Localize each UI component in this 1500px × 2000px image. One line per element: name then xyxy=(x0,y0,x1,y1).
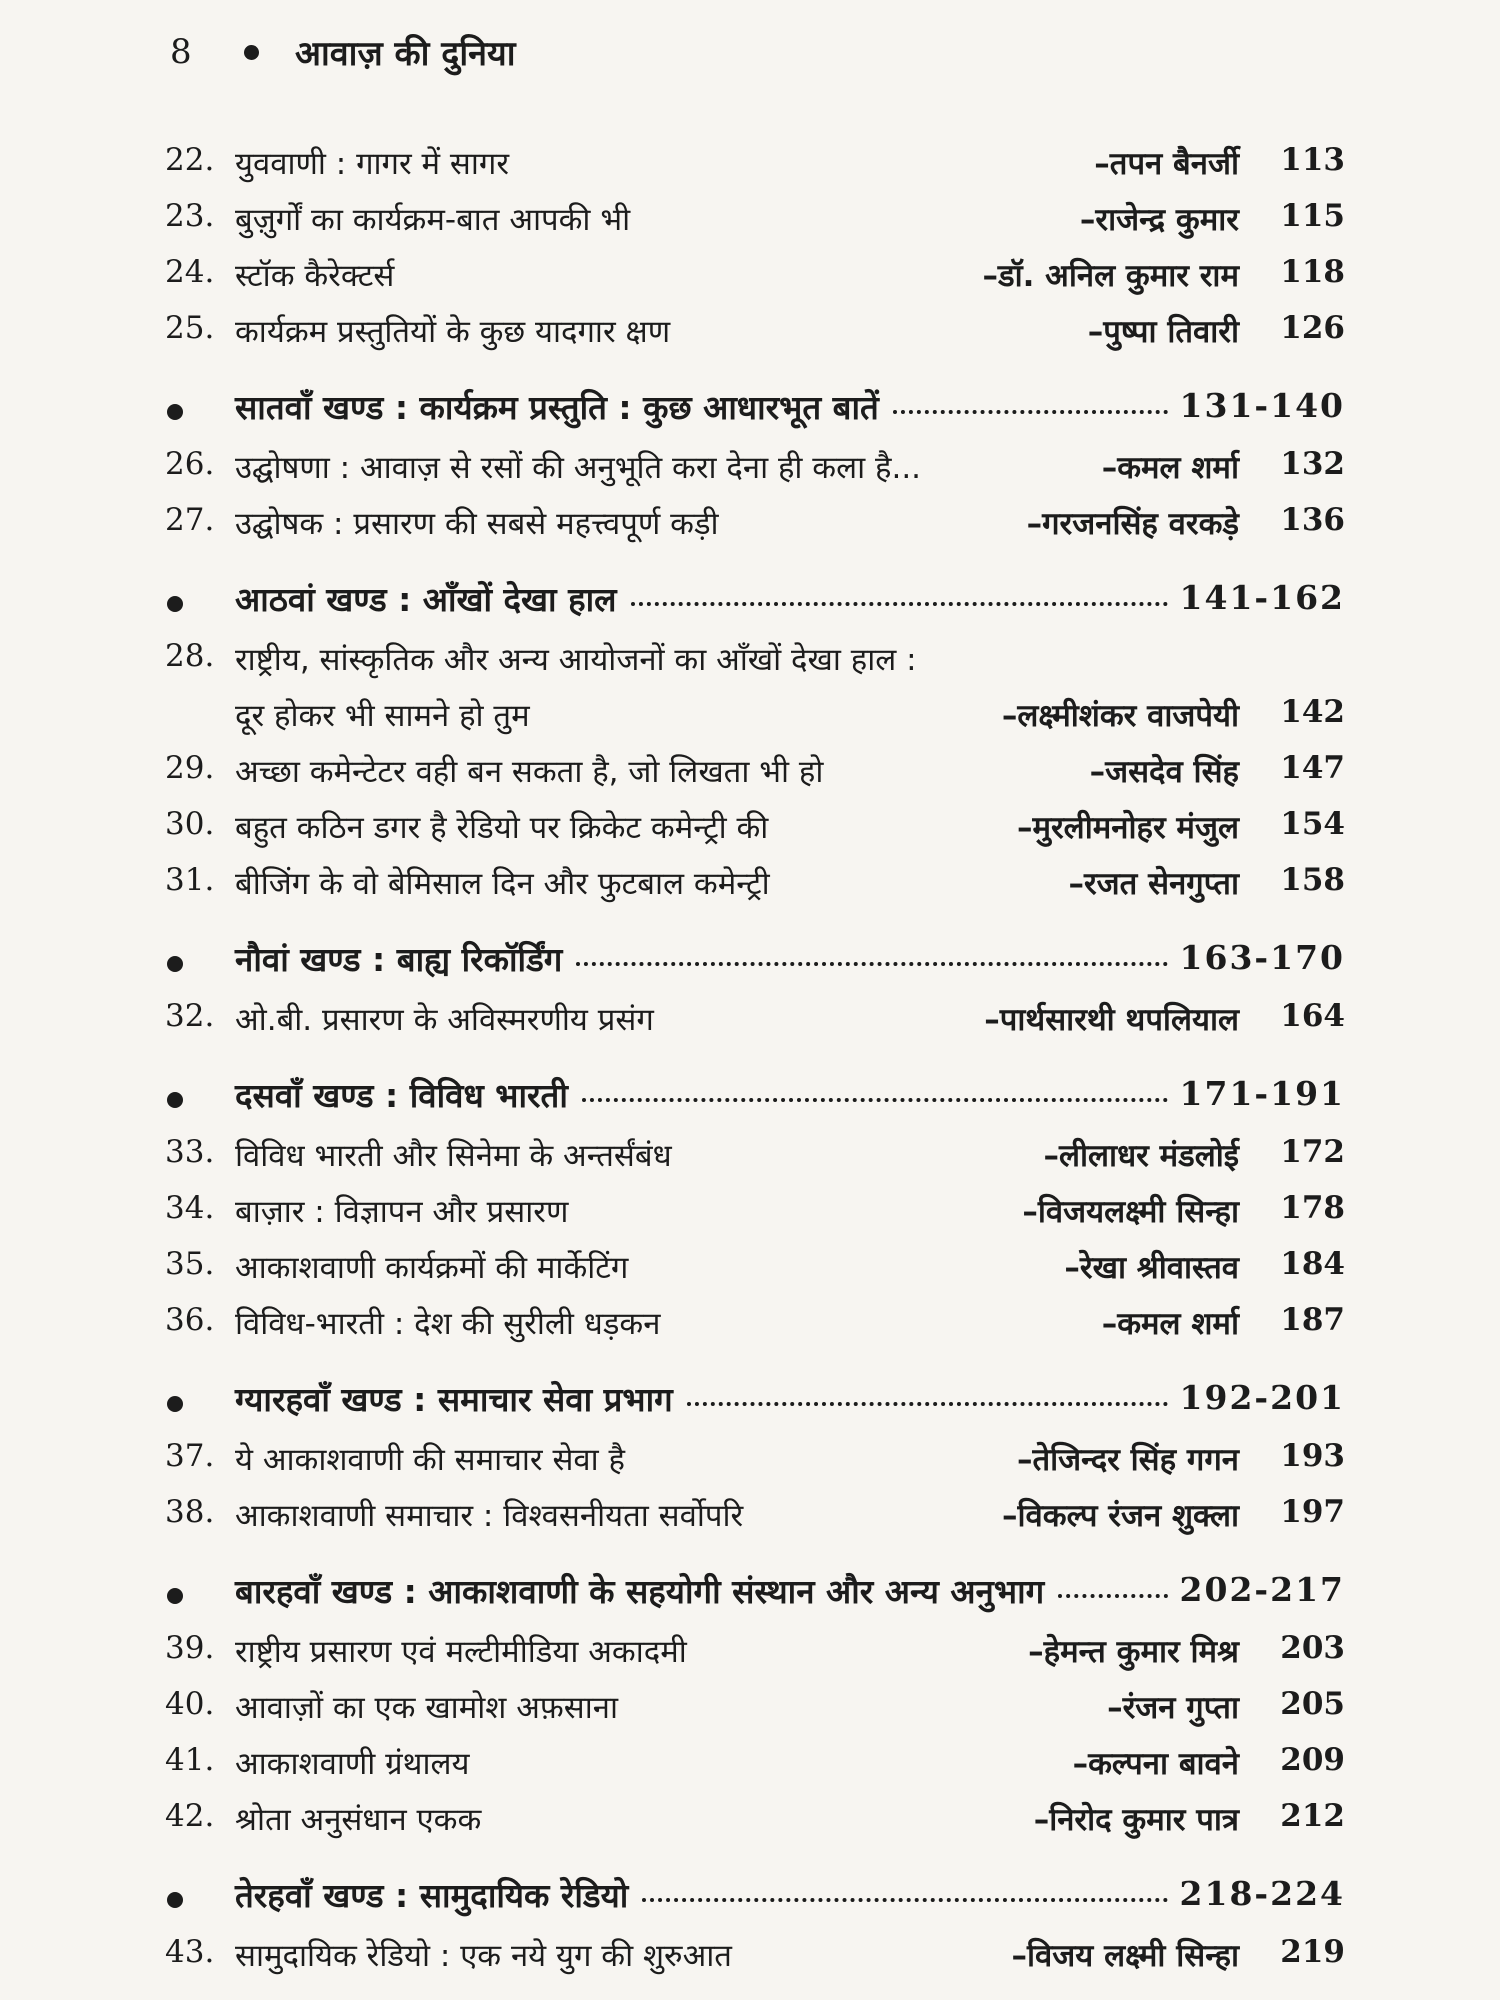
entry-page: 212 xyxy=(1280,1798,1345,1834)
entry-number: 43. xyxy=(165,1934,215,1970)
section-title: ग्यारहवाँ खण्ड : समाचार सेवा प्रभाग xyxy=(235,1380,673,1419)
entry-title: स्टॉक कैरेक्टर्स xyxy=(235,258,395,294)
entry-title: विविध भारती और सिनेमा के अन्तर्संबंध xyxy=(235,1138,672,1174)
toc-entry xyxy=(165,684,1345,740)
section-page-range: 218-224 xyxy=(1179,1874,1345,1913)
entry-number: 40. xyxy=(165,1686,215,1722)
entry-page: 197 xyxy=(1280,1494,1345,1530)
entry-group xyxy=(165,436,1345,548)
entry-page: 219 xyxy=(1280,1934,1345,1970)
toc-entry xyxy=(165,300,1345,356)
entry-number: 29. xyxy=(165,750,215,786)
toc-entry xyxy=(165,244,1345,300)
entry-group xyxy=(165,132,1345,356)
entry-number: 24. xyxy=(165,254,215,290)
section-heading xyxy=(165,928,1345,988)
entry-number: 25. xyxy=(165,310,215,346)
entry-page: 203 xyxy=(1280,1630,1345,1666)
toc-entry xyxy=(165,188,1345,244)
bullet-icon xyxy=(167,956,183,972)
entry-title: बहुत कठिन डगर है रेडियो पर क्रिकेट कमेन्ट्री की xyxy=(235,810,769,846)
section-heading xyxy=(165,1560,1345,1620)
entry-page: 132 xyxy=(1280,446,1345,482)
entry-page: 209 xyxy=(1280,1742,1345,1778)
entry-number: 42. xyxy=(165,1798,215,1834)
entry-number: 30. xyxy=(165,806,215,842)
entry-title: आकाशवाणी कार्यक्रमों की मार्केटिंग xyxy=(235,1250,629,1286)
entry-title: अच्छा कमेन्टेटर वही बन सकता है, जो लिखता भी हो xyxy=(235,754,824,790)
entry-title: श्रोता अनुसंधान एकक xyxy=(235,1802,482,1838)
entry-page: 172 xyxy=(1280,1134,1345,1170)
section-title: बारहवाँ खण्ड : आकाशवाणी के सहयोगी संस्थान और अन्य अनुभाग xyxy=(235,1572,1045,1611)
entry-author: –कमल शर्मा xyxy=(1101,450,1239,486)
entry-title: विविध-भारती : देश की सुरीली धड़कन xyxy=(235,1306,661,1342)
dot-leader xyxy=(893,410,1168,414)
dot-leader xyxy=(631,602,1168,606)
bullet-icon xyxy=(167,1092,183,1108)
dot-leader xyxy=(1058,1594,1168,1598)
entry-group xyxy=(165,988,1345,1044)
entry-number: 33. xyxy=(165,1134,215,1170)
entry-group xyxy=(165,628,1345,908)
section-page-range: 192-201 xyxy=(1179,1378,1345,1417)
dot-leader xyxy=(687,1402,1168,1406)
entry-author: –विजयलक्ष्मी सिन्हा xyxy=(1022,1194,1239,1230)
section-heading xyxy=(165,568,1345,628)
entry-number: 36. xyxy=(165,1302,215,1338)
entry-title: युववाणी : गागर में सागर xyxy=(235,146,510,182)
entry-author: –डॉ. अनिल कुमार राम xyxy=(982,258,1239,294)
toc-entry xyxy=(165,1236,1345,1292)
section-page-range: 131-140 xyxy=(1179,386,1345,425)
entry-page: 187 xyxy=(1280,1302,1345,1338)
toc-entry xyxy=(165,988,1345,1044)
section-page-range: 163-170 xyxy=(1179,938,1345,977)
section-title: सातवाँ खण्ड : कार्यक्रम प्रस्तुति : कुछ आधारभूत बातें xyxy=(235,388,879,427)
entry-title: उद्घोषक : प्रसारण की सबसे महत्त्वपूर्ण कड़ी xyxy=(235,506,719,542)
entry-group xyxy=(165,1428,1345,1540)
entry-title: आवाज़ों का एक खामोश अफ़साना xyxy=(235,1690,619,1726)
entry-number: 37. xyxy=(165,1438,215,1474)
entry-author: –राजेन्द्र कुमार xyxy=(1079,202,1239,238)
toc-entry xyxy=(165,132,1345,188)
entry-group xyxy=(165,1124,1345,1348)
section-page-range: 171-191 xyxy=(1179,1074,1345,1113)
bullet-icon xyxy=(167,404,183,420)
entry-page: 126 xyxy=(1280,310,1345,346)
entry-title: उद्घोषणा : आवाज़ से रसों की अनुभूति करा देना ही कला है... xyxy=(235,450,922,486)
bullet-icon xyxy=(244,45,259,60)
entry-author: –गरजनसिंह वरकड़े xyxy=(1026,506,1239,542)
entry-title: दूर होकर भी सामने हो तुम xyxy=(235,698,530,734)
toc-entry xyxy=(165,1180,1345,1236)
entry-author: –तपन बैनर्जी xyxy=(1094,146,1239,182)
entry-title: आकाशवाणी समाचार : विश्वसनीयता सर्वोपरि xyxy=(235,1498,744,1534)
toc-entry xyxy=(165,852,1345,908)
entry-title: सामुदायिक रेडियो : एक नये युग की शुरुआत xyxy=(235,1938,732,1974)
entry-number: 27. xyxy=(165,502,215,538)
bullet-icon xyxy=(167,1588,183,1604)
section-title: दसवाँ खण्ड : विविध भारती xyxy=(235,1076,568,1115)
entry-author: –पुष्पा तिवारी xyxy=(1087,314,1239,350)
entry-author: –विकल्प रंजन शुक्ला xyxy=(1002,1498,1239,1534)
toc-entry xyxy=(165,436,1345,492)
section-heading xyxy=(165,1368,1345,1428)
entry-group xyxy=(165,1620,1345,1844)
entry-number: 26. xyxy=(165,446,215,482)
entry-page: 164 xyxy=(1280,998,1345,1034)
entry-author: –पार्थसारथी थपलियाल xyxy=(984,1002,1239,1038)
entry-number: 23. xyxy=(165,198,215,234)
table-of-contents xyxy=(165,132,1345,1980)
entry-number: 41. xyxy=(165,1742,215,1778)
entry-author: –मुरलीमनोहर मंजुल xyxy=(1016,810,1239,846)
entry-number: 28. xyxy=(165,638,215,674)
entry-page: 113 xyxy=(1280,142,1345,178)
entry-page: 158 xyxy=(1280,862,1345,898)
section-heading xyxy=(165,1064,1345,1124)
entry-page: 184 xyxy=(1280,1246,1345,1282)
entry-author: –कल्पना बावने xyxy=(1072,1746,1239,1782)
entry-number: 34. xyxy=(165,1190,215,1226)
entry-page: 147 xyxy=(1280,750,1345,786)
toc-entry xyxy=(165,1124,1345,1180)
section-heading xyxy=(165,1864,1345,1924)
entry-title: राष्ट्रीय प्रसारण एवं मल्टीमीडिया अकादमी xyxy=(235,1634,687,1670)
page-header xyxy=(170,28,516,76)
entry-number: 22. xyxy=(165,142,215,178)
entry-number: 31. xyxy=(165,862,215,898)
toc-entry xyxy=(165,796,1345,852)
entry-page: 142 xyxy=(1280,694,1345,730)
entry-page: 154 xyxy=(1280,806,1345,842)
section-title: नौवां खण्ड : बाह्य रिकॉर्डिंग xyxy=(235,940,563,979)
dot-leader xyxy=(642,1898,1168,1902)
page-number: 8 xyxy=(170,32,192,72)
toc-entry xyxy=(165,1428,1345,1484)
toc-entry xyxy=(165,628,1345,684)
entry-author: –तेजिन्दर सिंह गगन xyxy=(1016,1442,1239,1478)
entry-author: –कमल शर्मा xyxy=(1101,1306,1239,1342)
toc-entry xyxy=(165,1484,1345,1540)
section-page-range: 141-162 xyxy=(1179,578,1345,617)
entry-page: 193 xyxy=(1280,1438,1345,1474)
toc-entry xyxy=(165,1732,1345,1788)
entry-title: बुज़ुर्गों का कार्यक्रम-बात आपकी भी xyxy=(235,202,631,238)
entry-number: 35. xyxy=(165,1246,215,1282)
entry-title: बीजिंग के वो बेमिसाल दिन और फुटबाल कमेन्ट्री xyxy=(235,866,770,902)
entry-title: बाज़ार : विज्ञापन और प्रसारण xyxy=(235,1194,569,1230)
toc-entry xyxy=(165,1924,1345,1980)
toc-entry xyxy=(165,1676,1345,1732)
section-page-range: 202-217 xyxy=(1179,1570,1345,1609)
entry-number: 38. xyxy=(165,1494,215,1530)
bullet-icon xyxy=(167,1396,183,1412)
dot-leader xyxy=(576,962,1168,966)
entry-author: –विजय लक्ष्मी सिन्हा xyxy=(1011,1938,1239,1974)
toc-entry xyxy=(165,492,1345,548)
entry-title: ये आकाशवाणी की समाचार सेवा है xyxy=(235,1442,625,1478)
entry-author: –लीलाधर मंडलोई xyxy=(1043,1138,1239,1174)
entry-page: 178 xyxy=(1280,1190,1345,1226)
toc-entry xyxy=(165,740,1345,796)
entry-author: –लक्ष्मीशंकर वाजपेयी xyxy=(1001,698,1239,734)
entry-page: 136 xyxy=(1280,502,1345,538)
toc-entry xyxy=(165,1292,1345,1348)
dot-leader xyxy=(582,1098,1168,1102)
entry-page: 205 xyxy=(1280,1686,1345,1722)
bullet-icon xyxy=(167,596,183,612)
toc-entry xyxy=(165,1788,1345,1844)
entry-number: 32. xyxy=(165,998,215,1034)
entry-author: –रेखा श्रीवास्तव xyxy=(1064,1250,1239,1286)
entry-author: –जसदेव सिंह xyxy=(1089,754,1239,790)
entry-title: आकाशवाणी ग्रंथालय xyxy=(235,1746,470,1782)
entry-title: कार्यक्रम प्रस्तुतियों के कुछ यादगार क्षण xyxy=(235,314,671,350)
book-title: आवाज़ की दुनिया xyxy=(295,34,516,74)
entry-number: 39. xyxy=(165,1630,215,1666)
entry-title: ओ.बी. प्रसारण के अविस्मरणीय प्रसंग xyxy=(235,1002,654,1038)
section-title: तेरहवाँ खण्ड : सामुदायिक रेडियो xyxy=(235,1876,629,1915)
entry-page: 115 xyxy=(1280,198,1345,234)
entry-page: 118 xyxy=(1280,254,1345,290)
entry-author: –निरोद कुमार पात्र xyxy=(1033,1802,1239,1838)
entry-author: –रंजन गुप्ता xyxy=(1107,1690,1239,1726)
bullet-icon xyxy=(167,1892,183,1908)
toc-entry xyxy=(165,1620,1345,1676)
section-title: आठवां खण्ड : आँखों देखा हाल xyxy=(235,580,617,619)
entry-author: –रजत सेनगुप्ता xyxy=(1068,866,1239,902)
entry-title: राष्ट्रीय, सांस्कृतिक और अन्य आयोजनों का आँखों देखा हाल : xyxy=(235,642,917,678)
entry-author: –हेमन्त कुमार मिश्र xyxy=(1028,1634,1239,1670)
entry-group xyxy=(165,1924,1345,1980)
section-heading xyxy=(165,376,1345,436)
